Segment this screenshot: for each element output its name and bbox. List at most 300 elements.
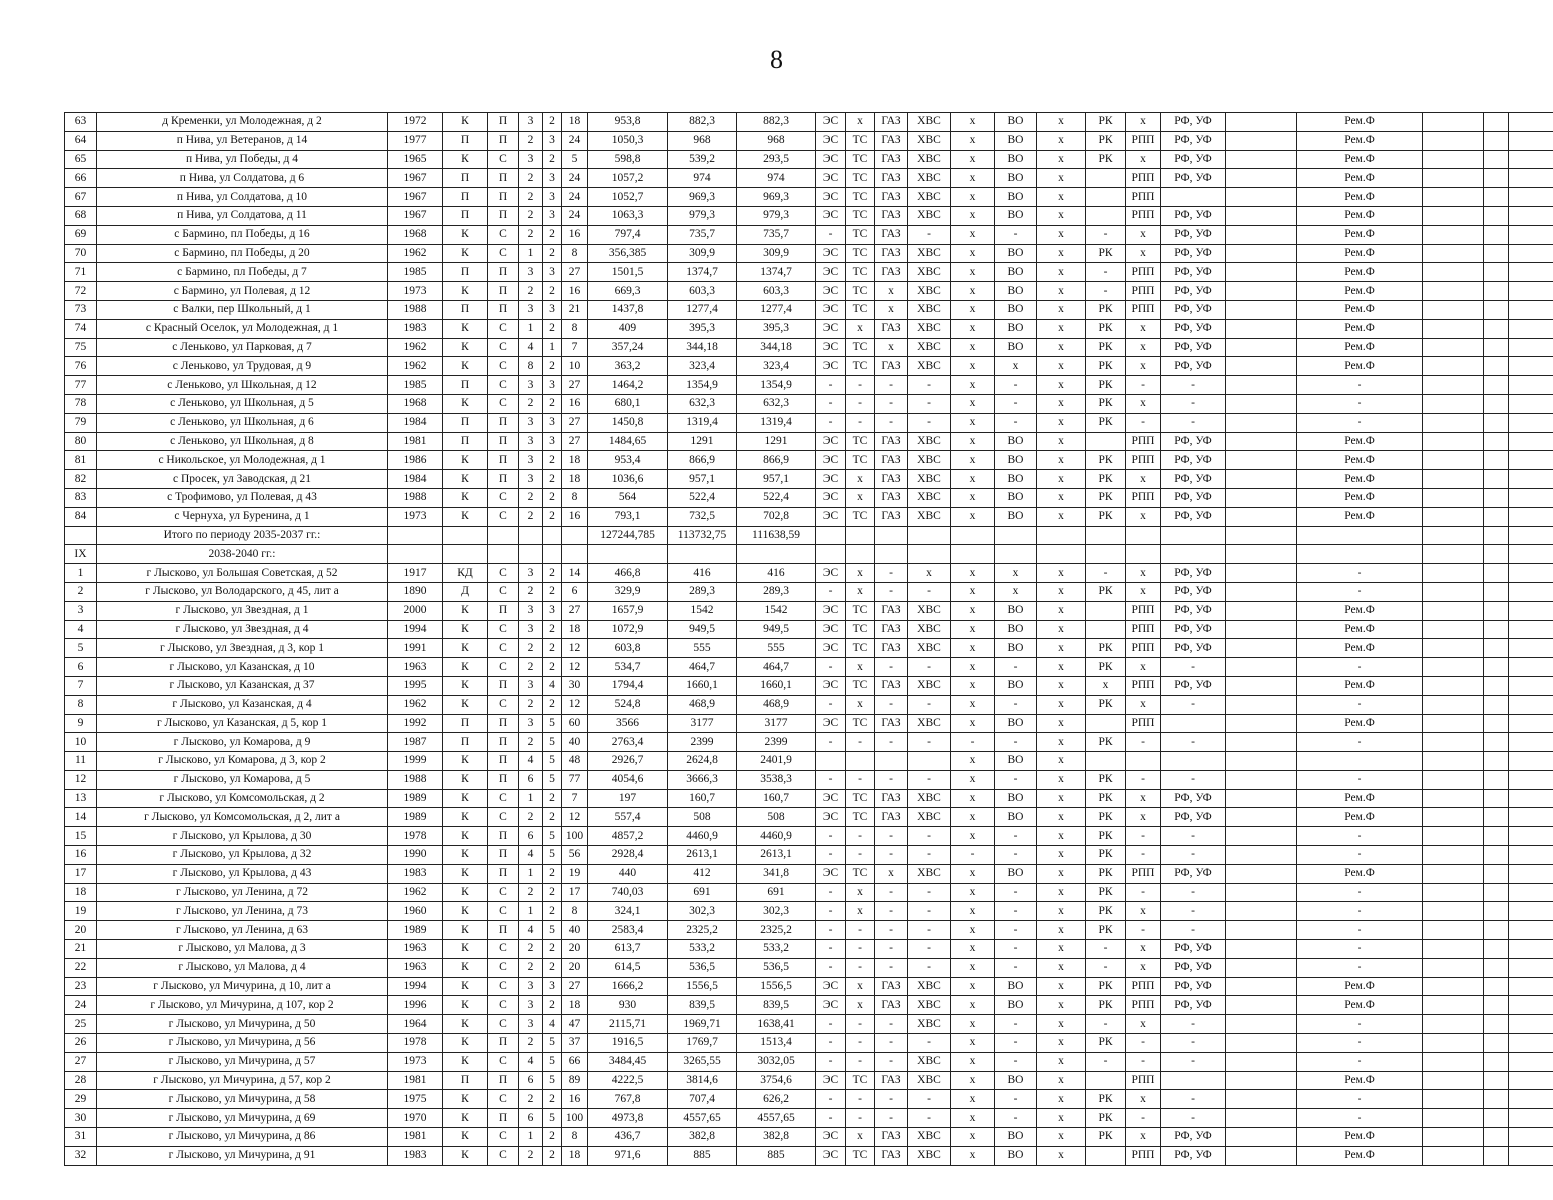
- facade-cell: -: [1161, 1034, 1226, 1053]
- material-cell: С: [488, 244, 519, 263]
- total-area-cell: 2115,71: [588, 1015, 668, 1034]
- year-cell: 1973: [388, 282, 443, 301]
- row-number: 73: [65, 300, 97, 319]
- es-cell: ЭС: [816, 432, 846, 451]
- living-area-cell: 1556,5: [668, 977, 737, 996]
- extra-cell: х: [1037, 507, 1086, 526]
- gvs-cell: х: [951, 150, 995, 169]
- empty-cell: [1484, 620, 1509, 639]
- gas-cell: -: [875, 394, 908, 413]
- vo-cell: -: [995, 1015, 1037, 1034]
- table-row: [65, 582, 1553, 601]
- row-number: 21: [65, 940, 97, 959]
- empty-cell: [1423, 1052, 1484, 1071]
- empty-cell: [1484, 789, 1509, 808]
- vo-cell: ВО: [995, 977, 1037, 996]
- rpp-cell: -: [1126, 376, 1161, 395]
- row-number: 63: [65, 113, 97, 132]
- empty-cell: [1509, 507, 1553, 526]
- ts-cell: ТС: [846, 131, 875, 150]
- apartments-cell: 27: [562, 601, 588, 620]
- residential-area-cell: 968: [737, 131, 816, 150]
- es-cell: ЭС: [816, 206, 846, 225]
- empty-cell: [1226, 432, 1297, 451]
- material-cell: П: [488, 131, 519, 150]
- ts-cell: х: [846, 582, 875, 601]
- empty-cell: [1226, 1109, 1297, 1128]
- rpp-cell: х: [1126, 582, 1161, 601]
- entrances-cell: 2: [519, 658, 543, 677]
- rpp-cell: х: [1126, 808, 1161, 827]
- total-area-cell: 1050,3: [588, 131, 668, 150]
- type-cell: К: [443, 244, 488, 263]
- type-cell: Д: [443, 582, 488, 601]
- gvs-cell: х: [951, 808, 995, 827]
- empty-cell: [1509, 488, 1553, 507]
- facade-cell: РФ, УФ: [1161, 131, 1226, 150]
- extra-cell: х: [1037, 338, 1086, 357]
- year-cell: 1963: [388, 958, 443, 977]
- empty-cell: [1509, 733, 1553, 752]
- row-number: 74: [65, 319, 97, 338]
- floors-cell: 2: [543, 883, 562, 902]
- empty-cell: [1423, 658, 1484, 677]
- gvs-cell: [951, 526, 995, 545]
- rpp-cell: х: [1126, 564, 1161, 583]
- apartments-cell: 18: [562, 996, 588, 1015]
- year-cell: 1987: [388, 733, 443, 752]
- es-cell: -: [816, 827, 846, 846]
- year-cell: 1960: [388, 902, 443, 921]
- repair-cell: -: [1297, 1034, 1423, 1053]
- row-number: [65, 526, 97, 545]
- ts-cell: ТС: [846, 169, 875, 188]
- table-row: [65, 846, 1553, 865]
- empty-cell: [1484, 921, 1509, 940]
- entrances-cell: 2: [519, 582, 543, 601]
- address-cell: п Нива, ул Солдатова, д 11: [97, 206, 388, 225]
- ts-cell: ТС: [846, 808, 875, 827]
- residential-area-cell: 885: [737, 1146, 816, 1165]
- material-cell: П: [488, 770, 519, 789]
- facade-cell: -: [1161, 376, 1226, 395]
- es-cell: ЭС: [816, 169, 846, 188]
- living-area-cell: 160,7: [668, 789, 737, 808]
- gas-cell: ГАЗ: [875, 319, 908, 338]
- table-row: [65, 921, 1553, 940]
- ts-cell: ТС: [846, 864, 875, 883]
- year-cell: 1983: [388, 319, 443, 338]
- living-area-cell: 1291: [668, 432, 737, 451]
- repair-cell: Рем.Ф: [1297, 113, 1423, 132]
- repair-cell: -: [1297, 940, 1423, 959]
- gas-cell: ГАЗ: [875, 169, 908, 188]
- gas-cell: ГАЗ: [875, 225, 908, 244]
- ts-cell: ТС: [846, 263, 875, 282]
- gvs-cell: х: [951, 564, 995, 583]
- entrances-cell: 3: [519, 113, 543, 132]
- hvs-cell: ХВС: [908, 864, 951, 883]
- empty-cell: [1226, 902, 1297, 921]
- living-area-cell: 968: [668, 131, 737, 150]
- type-cell: К: [443, 695, 488, 714]
- entrances-cell: 3: [519, 376, 543, 395]
- table-row: [65, 864, 1553, 883]
- row-number: 79: [65, 413, 97, 432]
- material-cell: С: [488, 376, 519, 395]
- rk-cell: РК: [1086, 639, 1126, 658]
- address-cell: с Леньково, ул Школьная, д 12: [97, 376, 388, 395]
- empty-cell: [1423, 1034, 1484, 1053]
- residential-area-cell: 626,2: [737, 1090, 816, 1109]
- empty-cell: [1484, 733, 1509, 752]
- hvs-cell: ХВС: [908, 620, 951, 639]
- rk-cell: РК: [1086, 113, 1126, 132]
- empty-cell: [1423, 846, 1484, 865]
- row-number: 64: [65, 131, 97, 150]
- empty-cell: [1226, 451, 1297, 470]
- empty-cell: [1509, 620, 1553, 639]
- es-cell: ЭС: [816, 319, 846, 338]
- gvs-cell: х: [951, 789, 995, 808]
- empty-cell: [1423, 150, 1484, 169]
- apartments-cell: 24: [562, 169, 588, 188]
- vo-cell: ВО: [995, 864, 1037, 883]
- repair-cell: Рем.Ф: [1297, 864, 1423, 883]
- facade-cell: [1161, 714, 1226, 733]
- empty-cell: [1423, 883, 1484, 902]
- gas-cell: -: [875, 827, 908, 846]
- hvs-cell: -: [908, 658, 951, 677]
- material-cell: С: [488, 394, 519, 413]
- facade-cell: РФ, УФ: [1161, 432, 1226, 451]
- residential-area-cell: 974: [737, 169, 816, 188]
- gas-cell: х: [875, 864, 908, 883]
- residential-area-cell: 839,5: [737, 996, 816, 1015]
- address-cell: г Лысково, ул Звездная, д 3, кор 1: [97, 639, 388, 658]
- extra-cell: х: [1037, 376, 1086, 395]
- empty-cell: [1509, 1146, 1553, 1165]
- address-cell: г Лысково, ул Казанская, д 10: [97, 658, 388, 677]
- empty-cell: [1423, 338, 1484, 357]
- table-row: [65, 394, 1553, 413]
- material-cell: С: [488, 150, 519, 169]
- empty-cell: [1484, 413, 1509, 432]
- hvs-cell: ХВС: [908, 996, 951, 1015]
- empty-cell: [1484, 282, 1509, 301]
- row-number: 69: [65, 225, 97, 244]
- extra-cell: х: [1037, 864, 1086, 883]
- rpp-cell: РПП: [1126, 188, 1161, 207]
- living-area-cell: 522,4: [668, 488, 737, 507]
- entrances-cell: 3: [519, 263, 543, 282]
- empty-cell: [1484, 394, 1509, 413]
- hvs-cell: ХВС: [908, 263, 951, 282]
- address-cell: г Лысково, ул Малова, д 3: [97, 940, 388, 959]
- empty-cell: [1423, 225, 1484, 244]
- rpp-cell: РПП: [1126, 451, 1161, 470]
- empty-cell: [1484, 206, 1509, 225]
- extra-cell: х: [1037, 1015, 1086, 1034]
- rk-cell: [1086, 432, 1126, 451]
- rpp-cell: -: [1126, 413, 1161, 432]
- gvs-cell: х: [951, 714, 995, 733]
- es-cell: ЭС: [816, 282, 846, 301]
- repair-cell: -: [1297, 733, 1423, 752]
- living-area-cell: 3666,3: [668, 770, 737, 789]
- entrances-cell: 2: [519, 488, 543, 507]
- rpp-cell: -: [1126, 883, 1161, 902]
- gas-cell: -: [875, 733, 908, 752]
- rpp-cell: х: [1126, 357, 1161, 376]
- empty-cell: [1509, 206, 1553, 225]
- address-cell: г Лысково, ул Крылова, д 43: [97, 864, 388, 883]
- year-cell: 1984: [388, 413, 443, 432]
- hvs-cell: ХВС: [908, 300, 951, 319]
- table-row: [65, 188, 1553, 207]
- residential-area-cell: 1513,4: [737, 1034, 816, 1053]
- ts-cell: -: [846, 413, 875, 432]
- total-area-cell: 1501,5: [588, 263, 668, 282]
- row-number: 68: [65, 206, 97, 225]
- apartments-cell: 7: [562, 789, 588, 808]
- floors-cell: 5: [543, 733, 562, 752]
- repair-cell: -: [1297, 1052, 1423, 1071]
- facade-cell: РФ, УФ: [1161, 564, 1226, 583]
- apartments-cell: 27: [562, 263, 588, 282]
- material-cell: П: [488, 413, 519, 432]
- table-row: [65, 1146, 1553, 1165]
- hvs-cell: -: [908, 376, 951, 395]
- gas-cell: -: [875, 564, 908, 583]
- residential-area-cell: 3754,6: [737, 1071, 816, 1090]
- facade-cell: -: [1161, 770, 1226, 789]
- material-cell: С: [488, 507, 519, 526]
- hvs-cell: -: [908, 225, 951, 244]
- gas-cell: ГАЗ: [875, 1128, 908, 1147]
- empty-cell: [1509, 451, 1553, 470]
- gas-cell: ГАЗ: [875, 188, 908, 207]
- year-cell: 1890: [388, 582, 443, 601]
- year-cell: [388, 545, 443, 564]
- empty-cell: [1484, 169, 1509, 188]
- rk-cell: РК: [1086, 883, 1126, 902]
- total-area-cell: 1464,2: [588, 376, 668, 395]
- empty-cell: [1484, 263, 1509, 282]
- empty-cell: [1423, 413, 1484, 432]
- floors-cell: 3: [543, 601, 562, 620]
- entrances-cell: 6: [519, 1071, 543, 1090]
- extra-cell: х: [1037, 620, 1086, 639]
- ts-cell: -: [846, 958, 875, 977]
- rk-cell: РК: [1086, 1090, 1126, 1109]
- extra-cell: х: [1037, 1090, 1086, 1109]
- vo-cell: [995, 526, 1037, 545]
- entrances-cell: 2: [519, 940, 543, 959]
- extra-cell: х: [1037, 846, 1086, 865]
- apartments-cell: 17: [562, 883, 588, 902]
- row-number: 66: [65, 169, 97, 188]
- ts-cell: ТС: [846, 206, 875, 225]
- empty-cell: [1484, 1128, 1509, 1147]
- empty-cell: [1423, 902, 1484, 921]
- empty-cell: [1423, 789, 1484, 808]
- hvs-cell: ХВС: [908, 507, 951, 526]
- type-cell: [443, 545, 488, 564]
- repair-cell: -: [1297, 695, 1423, 714]
- rk-cell: РК: [1086, 695, 1126, 714]
- living-area-cell: 464,7: [668, 658, 737, 677]
- rpp-cell: -: [1126, 733, 1161, 752]
- extra-cell: х: [1037, 808, 1086, 827]
- residential-area-cell: 702,8: [737, 507, 816, 526]
- type-cell: К: [443, 940, 488, 959]
- apartments-cell: 60: [562, 714, 588, 733]
- living-area-cell: 4557,65: [668, 1109, 737, 1128]
- gvs-cell: х: [951, 902, 995, 921]
- floors-cell: 2: [543, 864, 562, 883]
- apartments-cell: 27: [562, 432, 588, 451]
- address-cell: г Лысково, ул Мичурина, д 69: [97, 1109, 388, 1128]
- year-cell: 1978: [388, 827, 443, 846]
- living-area-cell: 839,5: [668, 996, 737, 1015]
- floors-cell: 5: [543, 1052, 562, 1071]
- table-row: [65, 451, 1553, 470]
- total-area-cell: 329,9: [588, 582, 668, 601]
- row-number: 5: [65, 639, 97, 658]
- empty-cell: [1423, 394, 1484, 413]
- vo-cell: ВО: [995, 319, 1037, 338]
- gvs-cell: х: [951, 940, 995, 959]
- empty-cell: [1484, 996, 1509, 1015]
- extra-cell: х: [1037, 150, 1086, 169]
- empty-cell: [1423, 188, 1484, 207]
- address-cell: с Бармино, ул Полевая, д 12: [97, 282, 388, 301]
- year-cell: 1972: [388, 113, 443, 132]
- empty-cell: [1484, 958, 1509, 977]
- empty-cell: [1226, 376, 1297, 395]
- repair-cell: Рем.Ф: [1297, 188, 1423, 207]
- vo-cell: х: [995, 582, 1037, 601]
- year-cell: 1981: [388, 1071, 443, 1090]
- material-cell: С: [488, 225, 519, 244]
- living-area-cell: 395,3: [668, 319, 737, 338]
- facade-cell: РФ, УФ: [1161, 206, 1226, 225]
- empty-cell: [1509, 1090, 1553, 1109]
- table-row: [65, 131, 1553, 150]
- empty-cell: [1226, 883, 1297, 902]
- empty-cell: [1509, 394, 1553, 413]
- total-area-cell: 2763,4: [588, 733, 668, 752]
- empty-cell: [1509, 357, 1553, 376]
- extra-cell: х: [1037, 733, 1086, 752]
- floors-cell: 2: [543, 113, 562, 132]
- vo-cell: -: [995, 940, 1037, 959]
- rk-cell: [1086, 526, 1126, 545]
- total-area-cell: 3484,45: [588, 1052, 668, 1071]
- empty-cell: [1484, 300, 1509, 319]
- table-row: [65, 564, 1553, 583]
- residential-area-cell: 416: [737, 564, 816, 583]
- empty-cell: [1226, 714, 1297, 733]
- year-cell: 2000: [388, 601, 443, 620]
- address-cell: г Лысково, ул Казанская, д 37: [97, 676, 388, 695]
- entrances-cell: 2: [519, 206, 543, 225]
- address-cell: г Лысково, ул Мичурина, д 58: [97, 1090, 388, 1109]
- housing-register-table: [64, 112, 1553, 1166]
- type-cell: К: [443, 864, 488, 883]
- rpp-cell: [1126, 545, 1161, 564]
- gas-cell: ГАЗ: [875, 996, 908, 1015]
- floors-cell: 1: [543, 338, 562, 357]
- type-cell: К: [443, 827, 488, 846]
- ts-cell: ТС: [846, 451, 875, 470]
- hvs-cell: ХВС: [908, 676, 951, 695]
- table-row: [65, 1015, 1553, 1034]
- repair-cell: Рем.Ф: [1297, 789, 1423, 808]
- total-area-cell: 1072,9: [588, 620, 668, 639]
- rpp-cell: РПП: [1126, 996, 1161, 1015]
- year-cell: 1990: [388, 846, 443, 865]
- floors-cell: 2: [543, 695, 562, 714]
- vo-cell: ВО: [995, 1071, 1037, 1090]
- entrances-cell: 6: [519, 1109, 543, 1128]
- rk-cell: РК: [1086, 770, 1126, 789]
- empty-cell: [1423, 113, 1484, 132]
- empty-cell: [1226, 131, 1297, 150]
- empty-cell: [1423, 808, 1484, 827]
- ts-cell: ТС: [846, 244, 875, 263]
- facade-cell: -: [1161, 883, 1226, 902]
- vo-cell: ВО: [995, 488, 1037, 507]
- entrances-cell: 2: [519, 695, 543, 714]
- entrances-cell: 3: [519, 413, 543, 432]
- extra-cell: х: [1037, 639, 1086, 658]
- entrances-cell: 4: [519, 338, 543, 357]
- type-cell: П: [443, 1071, 488, 1090]
- empty-cell: [1423, 864, 1484, 883]
- vo-cell: ВО: [995, 808, 1037, 827]
- empty-cell: [1509, 300, 1553, 319]
- vo-cell: -: [995, 1109, 1037, 1128]
- table-row: [65, 676, 1553, 695]
- repair-cell: -: [1297, 564, 1423, 583]
- residential-area-cell: 160,7: [737, 789, 816, 808]
- apartments-cell: [562, 526, 588, 545]
- apartments-cell: 18: [562, 113, 588, 132]
- ts-cell: ТС: [846, 789, 875, 808]
- row-number: 78: [65, 394, 97, 413]
- table-row: [65, 639, 1553, 658]
- material-cell: П: [488, 1034, 519, 1053]
- empty-cell: [1423, 244, 1484, 263]
- hvs-cell: ХВС: [908, 639, 951, 658]
- empty-cell: [1226, 1015, 1297, 1034]
- residential-area-cell: 632,3: [737, 394, 816, 413]
- empty-cell: [1423, 770, 1484, 789]
- empty-cell: [1484, 507, 1509, 526]
- type-cell: К: [443, 150, 488, 169]
- facade-cell: -: [1161, 658, 1226, 677]
- empty-cell: [1509, 827, 1553, 846]
- rk-cell: РК: [1086, 1034, 1126, 1053]
- year-cell: 1981: [388, 432, 443, 451]
- facade-cell: РФ, УФ: [1161, 507, 1226, 526]
- hvs-cell: ХВС: [908, 150, 951, 169]
- ts-cell: ТС: [846, 714, 875, 733]
- entrances-cell: 3: [519, 977, 543, 996]
- repair-cell: Рем.Ф: [1297, 808, 1423, 827]
